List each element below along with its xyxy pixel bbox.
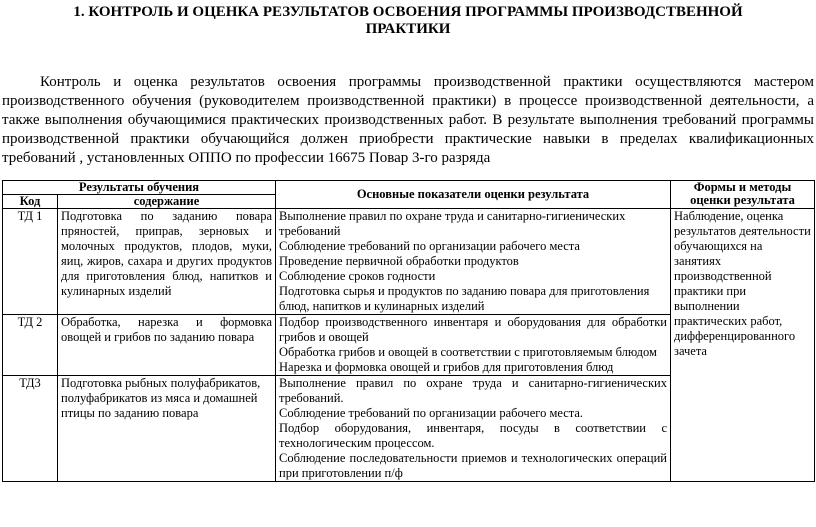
indicator-item: Соблюдение требований по организации рабочего места.: [279, 406, 584, 420]
indicator-item: Проведение первичной обработки продуктов: [279, 254, 519, 268]
header-row-1: [3, 181, 815, 195]
row-indicators: [276, 209, 671, 315]
indicator-item: Соблюдение последовательности приемов и технологических операций при приготовлении п/ф: [279, 451, 667, 480]
indicator-item: Выполнение правил по охране труда и санитарно-гигиенических требований: [279, 209, 626, 238]
row-content: Подготовка рыбных полуфабрикатов, полуфабрикатов из мяса и домашней птицы по заданию повара: [58, 376, 276, 482]
header-forms: Формы и методы оценки результата: [671, 181, 815, 209]
indicator-item: Соблюдение сроков годности: [279, 269, 436, 283]
indicator-item: Выполнение правил по охране труда и санитарно-гигиенических требований.: [279, 376, 667, 405]
indicator-item: Подбор производственного инвентаря и оборудования для обработки грибов и овощей: [279, 315, 667, 344]
section-heading: [0, 4, 816, 38]
row-content: Подготовка по заданию повара пряностей, приправ, зерновых и молочных продуктов, плодов, муки, яиц, жиров, сахара и других продуктов для приготовления блюд, напитков и кулинарных изделий: [58, 209, 276, 315]
assessment-table: [2, 180, 815, 482]
indicator-item: Нарезка и формовка овощей и грибов для приготовления блюд: [279, 360, 614, 374]
header-indicators: Основные показатели оценки результата: [276, 181, 671, 209]
indicator-item: Обработка грибов и овощей в соответствии с приготовляемым блюдом: [279, 345, 657, 359]
row-content: Обработка, нарезка и формовка овощей и грибов по заданию повара: [58, 315, 276, 376]
row-code: ТД 2: [3, 315, 58, 376]
header-code: Код: [3, 195, 58, 209]
row-code: ТД3: [3, 376, 58, 482]
indicator-item: Подготовка сырья и продуктов по заданию повара для приготовления блюд, напитков и кулинарных изделий: [279, 284, 650, 313]
heading-line-1: 1. КОНТРОЛЬ И ОЦЕНКА РЕЗУЛЬТАТОВ ОСВОЕНИЯ ПРОГРАММЫ ПРОИЗВОДСТВЕННОЙ: [73, 4, 743, 20]
row-code: ТД 1: [3, 209, 58, 315]
forms-methods-cell: Наблюдение, оценка результатов деятельности обучающихся на занятиях производственной практики при выполнении практических работ, дифференцированного зачета: [671, 209, 815, 482]
intro-paragraph: Контроль и оценка результатов освоения программы производственной практики осуществляются мастером производственного обучения (руководителем производственной практики) в процессе производственной деятельности, а также выполнения обучающимися практических производственных работ. В результате выполнения требований программы производственной практики обучающийся должен приобрести практические навыки в пределах квалификационных требований , установленных ОППО по профессии 16675 Повар 3-го разряда: [2, 74, 814, 166]
row-indicators: [276, 376, 671, 482]
indicator-item: Подбор оборудования, инвентаря, посуды в соответствии с технологическим процессом.: [279, 421, 667, 450]
header-content: содержание: [58, 195, 276, 209]
header-results: Результаты обучения: [3, 181, 276, 195]
table-row: [3, 209, 815, 315]
row-indicators: [276, 315, 671, 376]
heading-line-2: ПРАКТИКИ: [365, 21, 451, 37]
indicator-item: Соблюдение требований по организации рабочего места: [279, 239, 580, 253]
